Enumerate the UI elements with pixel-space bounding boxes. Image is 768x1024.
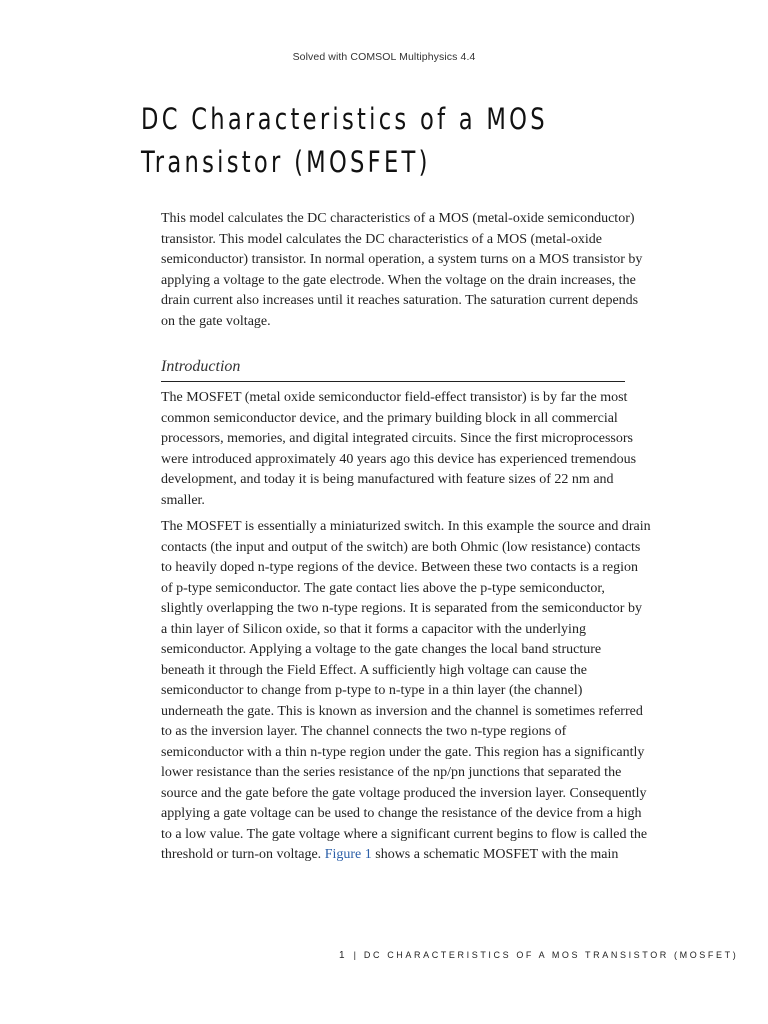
text-line: slightly overlapping the two n-type regions. It is separated from the semiconductor by bbox=[161, 601, 642, 616]
text-line: source and the gate before the gate voltage produced the inversion layer. Consequently bbox=[161, 785, 647, 801]
text-line: contacts (the input and output of the switch) are both Ohmic (low resistance) contacts bbox=[161, 539, 641, 555]
text-line: development, and today it is being manufactured with feature sizes of 22 nm and bbox=[161, 472, 614, 487]
text-line: to as the inversion layer. The channel connects the two n-type regions of bbox=[161, 724, 567, 739]
text-line: semiconductor. Applying a voltage to the gate changes the local band structure bbox=[161, 642, 602, 657]
text-line: to a low value. The gate voltage where a significant current begins to flow is called the bbox=[161, 826, 648, 842]
body-content bbox=[161, 209, 651, 866]
text-line: This model calculates the DC characteristics of a MOS (metal-oxide semiconductor) bbox=[161, 211, 635, 226]
text-line bbox=[161, 845, 627, 866]
text-line: beneath it through the Field Effect. A sufficiently high voltage can cause the bbox=[161, 662, 587, 678]
figure-1-link[interactable]: Figure 1 bbox=[324, 847, 372, 862]
text-line: common semiconductor device, and the primary building block in all commercial bbox=[161, 410, 618, 426]
abstract-paragraph bbox=[161, 209, 643, 332]
text-fragment: shows a schematic MOSFET with the main bbox=[371, 847, 619, 862]
text-line: applying a gate voltage can be used to change the resistance of the device from a high bbox=[161, 806, 642, 821]
title-line-2: Transistor (MOSFET) bbox=[141, 145, 431, 179]
text-line: smaller. bbox=[161, 492, 205, 508]
text-line: processors, memories, and digital integrated circuits. Since the first microprocessors bbox=[161, 431, 633, 446]
section-heading-introduction: Introduction bbox=[161, 357, 625, 382]
text-fragment: threshold or turn-on voltage. bbox=[161, 847, 325, 862]
page-number: 1 bbox=[339, 950, 345, 961]
text-line: semiconductor with a thin n-type region under the gate. This region has a significantly bbox=[161, 744, 645, 760]
footer-separator: | bbox=[353, 950, 356, 960]
footer-running-title: DC CHARACTERISTICS OF A MOS TRANSISTOR (MOSFET) bbox=[363, 950, 739, 960]
page-title bbox=[141, 98, 547, 184]
text-line: a thin layer of Silicon oxide, so that it forms a capacitor with the underlying bbox=[161, 621, 586, 637]
text-line: The MOSFET is essentially a miniaturized switch. In this example the source and drain bbox=[161, 519, 651, 534]
text-line: semiconductor to change from p-type to n-type in a thin layer (the channel) bbox=[161, 683, 583, 698]
text-line: underneath the gate. This is known as inversion and the channel is sometimes referred bbox=[161, 703, 643, 719]
running-header: Solved with COMSOL Multiphysics 4.4 bbox=[292, 51, 476, 63]
text-line: The MOSFET (metal oxide semiconductor field-effect transistor) is by far the most bbox=[161, 390, 628, 405]
text-line: of p-type semiconductor. The gate contact lies above the p-type semiconductor, bbox=[161, 580, 605, 596]
text-line: transistor. This model calculates the DC characteristics of a MOS (metal-oxide bbox=[161, 231, 603, 247]
text-line: were introduced approximately 40 years ago this device has experienced tremendous bbox=[161, 451, 637, 467]
title-line-1: DC Characteristics of a MOS bbox=[141, 102, 548, 136]
text-line: applying a voltage to the gate electrode. When the voltage on the drain increases, the bbox=[161, 272, 636, 288]
text-line: to heavily doped n-type regions of the device. Between these two contacts is a region bbox=[161, 560, 639, 575]
text-line: semiconductor) transistor. In normal operation, a system turns on a MOS transistor by bbox=[161, 252, 643, 267]
page-footer bbox=[339, 950, 738, 961]
text-line: lower resistance than the series resistance of the np/pn junctions that separated the bbox=[161, 765, 622, 780]
text-line: drain current also increases until it reaches saturation. The saturation current depends bbox=[161, 293, 639, 308]
text-line: on the gate voltage. bbox=[161, 313, 271, 329]
introduction-paragraph-2 bbox=[161, 517, 651, 866]
introduction-paragraph-1 bbox=[161, 388, 637, 511]
